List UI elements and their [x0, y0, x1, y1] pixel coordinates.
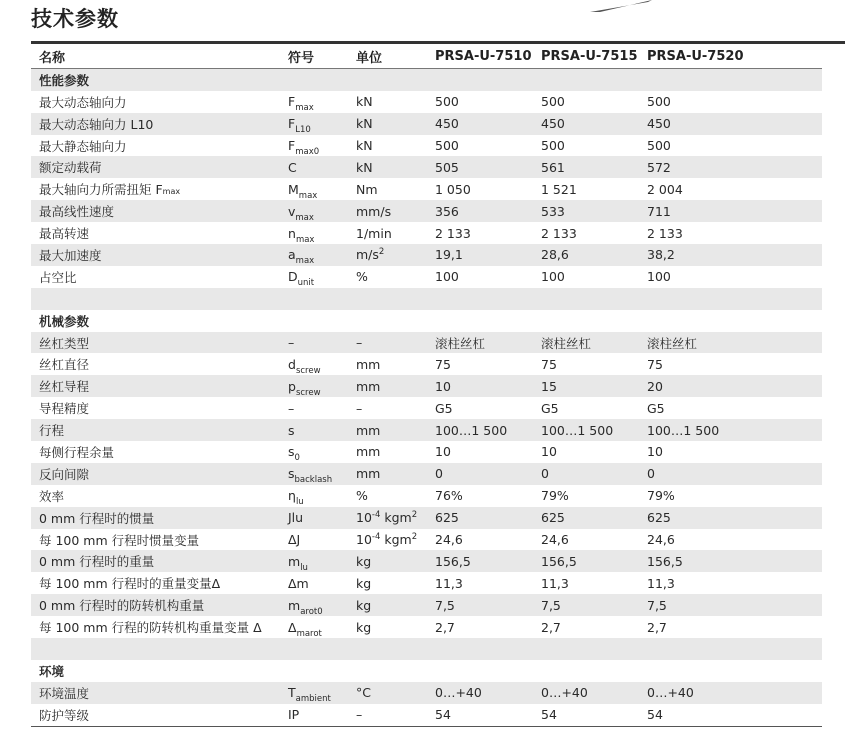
value-col3: 500: [639, 135, 822, 157]
table-row: [31, 441, 822, 463]
unit-main: 10: [356, 532, 372, 548]
value-col1: 100…1 500: [427, 419, 533, 441]
value-col3: 156,5: [639, 550, 822, 572]
symbol-main: s: [288, 422, 295, 438]
value-col3: 572: [639, 156, 822, 178]
value-col2: 100…1 500: [533, 419, 639, 441]
unit-main: m/s: [356, 247, 379, 263]
symbol-sub: ambient: [295, 694, 331, 704]
unit-main: mm: [356, 422, 381, 438]
table-row: [31, 156, 822, 178]
symbol-main: M: [288, 181, 299, 197]
unit-main: –: [356, 335, 363, 351]
table-row: [31, 550, 822, 572]
value-col3: 100: [639, 266, 822, 288]
param-name-text: 丝杠导程: [39, 379, 90, 395]
unit-main: %: [356, 488, 368, 504]
param-symbol: [280, 616, 348, 638]
symbol-main: T: [288, 685, 296, 701]
value-col2: 0: [533, 463, 639, 485]
symbol-main: IP: [288, 707, 300, 723]
symbol-main: a: [288, 247, 296, 263]
param-symbol: [280, 441, 348, 463]
unit-main: kN: [356, 159, 373, 175]
param-unit: [348, 266, 427, 288]
param-name: [31, 682, 280, 704]
table-row: [31, 682, 822, 704]
table-row: [31, 200, 822, 222]
param-symbol: [280, 222, 348, 244]
symbol-sub: lu: [295, 497, 304, 507]
page-title: 技术参数: [31, 7, 119, 31]
param-name-text: 反向间隙: [39, 466, 90, 482]
header-col2: PRSA-U-7515: [533, 46, 639, 68]
table-row: [31, 244, 822, 266]
param-name: [31, 550, 280, 572]
value-col1: 0…+40: [427, 682, 533, 704]
table-row: [31, 375, 822, 397]
value-col2: 625: [533, 507, 639, 529]
param-unit: [348, 397, 427, 419]
unit-main: 1/min: [356, 225, 392, 241]
param-name: [31, 572, 280, 594]
param-name-text: 防护等级: [39, 707, 90, 723]
value-col2: 156,5: [533, 550, 639, 572]
param-name: [31, 222, 280, 244]
param-name-text: 最高转速: [39, 226, 90, 242]
symbol-main: F: [288, 116, 296, 132]
symbol-main: s: [288, 444, 295, 460]
param-name: [31, 616, 280, 638]
table-row: [31, 419, 822, 441]
unit-main: kg: [356, 597, 372, 613]
param-name-text: 最大静态轴向力: [39, 138, 127, 154]
value-col2: 15: [533, 375, 639, 397]
symbol-sub: marot: [296, 628, 322, 639]
unit-main: kg: [356, 553, 372, 569]
value-col3: 38,2: [639, 244, 822, 266]
value-col1: 156,5: [427, 550, 533, 572]
param-name: [31, 353, 280, 375]
param-name-sub: max: [162, 187, 181, 197]
param-unit: [348, 485, 427, 507]
value-col3: 54: [639, 704, 822, 726]
param-name: [31, 594, 280, 616]
symbol-sub: max: [295, 256, 315, 266]
param-symbol: [280, 419, 348, 441]
param-unit: [348, 572, 427, 594]
value-col1: 75: [427, 353, 533, 375]
symbol-main: Δ: [288, 619, 297, 635]
param-symbol: [280, 353, 348, 375]
table-row: [31, 572, 822, 594]
param-unit: [348, 463, 427, 485]
value-col3: 24,6: [639, 529, 822, 551]
param-name: [31, 200, 280, 222]
param-unit: [348, 200, 427, 222]
symbol-main: v: [288, 203, 296, 219]
value-col2: 11,3: [533, 572, 639, 594]
value-col1: 10: [427, 441, 533, 463]
section-title: 性能参数: [31, 68, 822, 90]
section-header: [31, 310, 822, 332]
value-col2: G5: [533, 397, 639, 419]
symbol-sub: backlash: [294, 475, 333, 485]
param-name: [31, 375, 280, 397]
value-col3: 625: [639, 507, 822, 529]
table-row: [31, 91, 822, 113]
param-unit: [348, 222, 427, 244]
param-name: [31, 244, 280, 266]
section-title: 环境: [31, 660, 822, 682]
header-col1: PRSA-U-7510: [427, 46, 533, 68]
table-row: [31, 485, 822, 507]
param-symbol: [280, 113, 348, 135]
symbol-main: –: [288, 335, 295, 351]
symbol-main: p: [288, 378, 296, 394]
value-col1: 11,3: [427, 572, 533, 594]
value-col1: 10: [427, 375, 533, 397]
symbol-main: m: [288, 553, 301, 569]
value-col1: 100: [427, 266, 533, 288]
value-col2: 500: [533, 91, 639, 113]
value-col1: 356: [427, 200, 533, 222]
symbol-main: –: [288, 400, 295, 416]
unit-tail: kgm: [380, 510, 412, 526]
param-name: [31, 135, 280, 157]
table-row: [31, 178, 822, 200]
param-name-text: 最大加速度: [39, 247, 102, 263]
param-name-text: 行程: [39, 423, 65, 439]
symbol-main: F: [288, 94, 296, 110]
value-col1: 505: [427, 156, 533, 178]
value-col1: 76%: [427, 485, 533, 507]
value-col3: 滚柱丝杠: [639, 332, 822, 354]
value-col1: 2,7: [427, 616, 533, 638]
symbol-sub: max: [295, 212, 314, 223]
value-col3: 450: [639, 113, 822, 135]
param-unit: [348, 353, 427, 375]
param-name-text: 每 100 mm 行程的防转机构重量变量 Δ: [39, 620, 262, 636]
value-col3: 0…+40: [639, 682, 822, 704]
table-row: [31, 616, 822, 638]
value-col1: 450: [427, 113, 533, 135]
param-unit: [348, 332, 427, 354]
value-col1: 625: [427, 507, 533, 529]
value-col2: 滚柱丝杠: [533, 332, 639, 354]
symbol-main: n: [288, 225, 296, 241]
param-name-text: 0 mm 行程时的防转机构重量: [39, 598, 205, 614]
value-col3: 79%: [639, 485, 822, 507]
value-col1: G5: [427, 397, 533, 419]
value-col1: 54: [427, 704, 533, 726]
spacer-cell: [31, 288, 822, 310]
param-name-text: 每 100 mm 行程时的重量变量Δ: [39, 576, 221, 592]
symbol-sub: max: [298, 190, 318, 201]
symbol-main: C: [288, 159, 297, 175]
param-name-text: 最大轴向力所需扭矩 F: [39, 182, 163, 198]
unit-main: Nm: [356, 181, 378, 197]
section-title: 机械参数: [31, 310, 822, 332]
symbol-sub: screw: [295, 365, 321, 376]
table-row: [31, 353, 822, 375]
param-name-text: 每侧行程余量: [39, 444, 115, 460]
header-decoration: [560, 0, 680, 14]
symbol-main: Δm: [288, 575, 309, 591]
value-col3: 75: [639, 353, 822, 375]
value-col3: 711: [639, 200, 822, 222]
value-col2: 450: [533, 113, 639, 135]
value-col1: 500: [427, 91, 533, 113]
param-name-text: 0 mm 行程时的惯量: [39, 510, 155, 526]
unit-main: °C: [356, 685, 371, 701]
value-col2: 79%: [533, 485, 639, 507]
param-symbol: [280, 550, 348, 572]
param-symbol: [280, 375, 348, 397]
param-symbol: [280, 266, 348, 288]
symbol-main: m: [288, 597, 301, 613]
param-name-text: 最高线性速度: [39, 204, 115, 220]
table-row: [31, 135, 822, 157]
symbol-main: s: [288, 466, 295, 482]
param-name: [31, 507, 280, 529]
symbol-sub: max: [295, 234, 315, 245]
value-col3: 11,3: [639, 572, 822, 594]
symbol-main: Jlu: [288, 510, 304, 526]
value-col2: 2,7: [533, 616, 639, 638]
param-name: [31, 397, 280, 419]
param-name: [31, 266, 280, 288]
symbol-main: ΔJ: [288, 532, 301, 548]
header-col3: PRSA-U-7520: [639, 46, 822, 68]
param-symbol: [280, 91, 348, 113]
header-name: 名称: [31, 46, 280, 68]
unit-main: kN: [356, 138, 373, 153]
unit-sup: 2: [378, 247, 385, 258]
symbol-sub: screw: [295, 387, 321, 398]
param-name: [31, 704, 280, 726]
value-col2: 500: [533, 135, 639, 157]
table-row: [31, 397, 822, 419]
param-name-text: 导程精度: [39, 401, 90, 417]
value-col3: 100…1 500: [639, 419, 822, 441]
symbol-sub: max0: [295, 147, 320, 157]
value-col2: 561: [533, 156, 639, 178]
param-unit: [348, 375, 427, 397]
value-col2: 24,6: [533, 529, 639, 551]
spacer-row: [31, 288, 822, 310]
param-name-text: 环境温度: [39, 685, 90, 701]
table-row: [31, 113, 822, 135]
table-header: [31, 46, 822, 68]
unit-main: mm/s: [356, 203, 392, 219]
param-symbol: [280, 572, 348, 594]
table-row: [31, 266, 822, 288]
value-col1: 19,1: [427, 244, 533, 266]
symbol-sub: L10: [295, 125, 311, 135]
param-unit: [348, 113, 427, 135]
symbol-sub: arot0: [300, 606, 323, 617]
spec-table: [31, 46, 822, 727]
header-symbol: 符号: [280, 46, 348, 68]
param-unit: [348, 244, 427, 266]
param-symbol: [280, 529, 348, 551]
unit-sup: -4: [371, 510, 381, 521]
param-name: [31, 463, 280, 485]
param-name-text: 0 mm 行程时的重量: [39, 554, 155, 570]
section-header: [31, 68, 822, 90]
param-name: [31, 332, 280, 354]
value-col2: 7,5: [533, 594, 639, 616]
table-row: [31, 704, 822, 726]
param-symbol: [280, 594, 348, 616]
unit-sup2: 2: [411, 532, 418, 543]
table-row: [31, 529, 822, 551]
unit-main: mm: [356, 356, 381, 372]
unit-main: mm: [356, 444, 381, 460]
unit-main: mm: [356, 466, 381, 482]
table-row: [31, 222, 822, 244]
value-col3: G5: [639, 397, 822, 419]
symbol-sub: unit: [297, 278, 315, 288]
param-symbol: [280, 135, 348, 157]
param-name: [31, 441, 280, 463]
table-row: [31, 507, 822, 529]
param-name-text: 最大动态轴向力: [39, 94, 127, 110]
value-col2: 100: [533, 266, 639, 288]
header-unit: 单位: [348, 46, 427, 68]
param-unit: [348, 682, 427, 704]
param-symbol: [280, 200, 348, 222]
param-symbol: [280, 332, 348, 354]
param-name-text: 占空比: [39, 269, 77, 285]
param-name: [31, 156, 280, 178]
param-unit: [348, 550, 427, 572]
param-unit: [348, 616, 427, 638]
table-row: [31, 463, 822, 485]
symbol-main: F: [288, 138, 296, 153]
value-col2: 2 133: [533, 222, 639, 244]
symbol-main: D: [288, 269, 298, 285]
title-rule: [31, 41, 845, 44]
value-col2: 533: [533, 200, 639, 222]
unit-main: kN: [356, 116, 373, 132]
spacer-cell: [31, 638, 822, 660]
unit-sup2: 2: [411, 510, 418, 521]
param-unit: [348, 156, 427, 178]
symbol-sub: 0: [294, 453, 300, 463]
param-name: [31, 529, 280, 551]
param-name-text: 每 100 mm 行程时惯量变量: [39, 532, 200, 548]
table-row: [31, 332, 822, 354]
param-unit: [348, 178, 427, 200]
value-col1: 24,6: [427, 529, 533, 551]
unit-main: kg: [356, 575, 372, 591]
unit-main: 10: [356, 510, 372, 526]
value-col3: 7,5: [639, 594, 822, 616]
param-name-text: 丝杠类型: [39, 335, 90, 351]
unit-main: kN: [356, 94, 373, 110]
value-col1: 0: [427, 463, 533, 485]
param-symbol: [280, 397, 348, 419]
param-name: [31, 91, 280, 113]
param-name-text: 丝杠直径: [39, 357, 90, 373]
param-symbol: [280, 682, 348, 704]
param-symbol: [280, 507, 348, 529]
param-symbol: [280, 704, 348, 726]
value-col3: 0: [639, 463, 822, 485]
param-name: [31, 419, 280, 441]
value-col3: 10: [639, 441, 822, 463]
param-symbol: [280, 485, 348, 507]
unit-main: –: [356, 400, 363, 416]
unit-main: –: [356, 707, 363, 723]
param-unit: [348, 594, 427, 616]
value-col1: 1 050: [427, 178, 533, 200]
param-name-text: 额定动载荷: [39, 160, 102, 176]
unit-main: kg: [356, 619, 372, 635]
symbol-main: η: [288, 488, 296, 504]
param-name-text: 最大动态轴向力 L10: [39, 116, 154, 132]
unit-sup: -4: [371, 532, 381, 543]
param-symbol: [280, 178, 348, 200]
param-unit: [348, 91, 427, 113]
value-col1: 7,5: [427, 594, 533, 616]
param-unit: [348, 507, 427, 529]
param-symbol: [280, 156, 348, 178]
unit-tail: kgm: [380, 532, 412, 548]
value-col1: 500: [427, 135, 533, 157]
symbol-main: d: [288, 356, 296, 372]
value-col1: 2 133: [427, 222, 533, 244]
value-col2: 28,6: [533, 244, 639, 266]
param-name: [31, 113, 280, 135]
section-header: [31, 660, 822, 682]
param-name: [31, 485, 280, 507]
value-col2: 0…+40: [533, 682, 639, 704]
symbol-sub: lu: [300, 562, 308, 573]
param-name: [31, 178, 280, 200]
spacer-row: [31, 638, 822, 660]
param-symbol: [280, 463, 348, 485]
table-row: [31, 594, 822, 616]
value-col3: 20: [639, 375, 822, 397]
param-unit: [348, 529, 427, 551]
value-col3: 2,7: [639, 616, 822, 638]
param-unit: [348, 441, 427, 463]
param-symbol: [280, 244, 348, 266]
param-unit: [348, 419, 427, 441]
value-col3: 2 004: [639, 178, 822, 200]
value-col2: 54: [533, 704, 639, 726]
param-name-text: 效率: [39, 488, 65, 504]
param-unit: [348, 135, 427, 157]
unit-main: mm: [356, 378, 381, 394]
value-col3: 2 133: [639, 222, 822, 244]
value-col2: 10: [533, 441, 639, 463]
value-col1: 滚柱丝杠: [427, 332, 533, 354]
param-unit: [348, 704, 427, 726]
value-col3: 500: [639, 91, 822, 113]
value-col2: 75: [533, 353, 639, 375]
value-col2: 1 521: [533, 178, 639, 200]
unit-main: %: [356, 269, 368, 285]
symbol-sub: max: [295, 103, 314, 113]
